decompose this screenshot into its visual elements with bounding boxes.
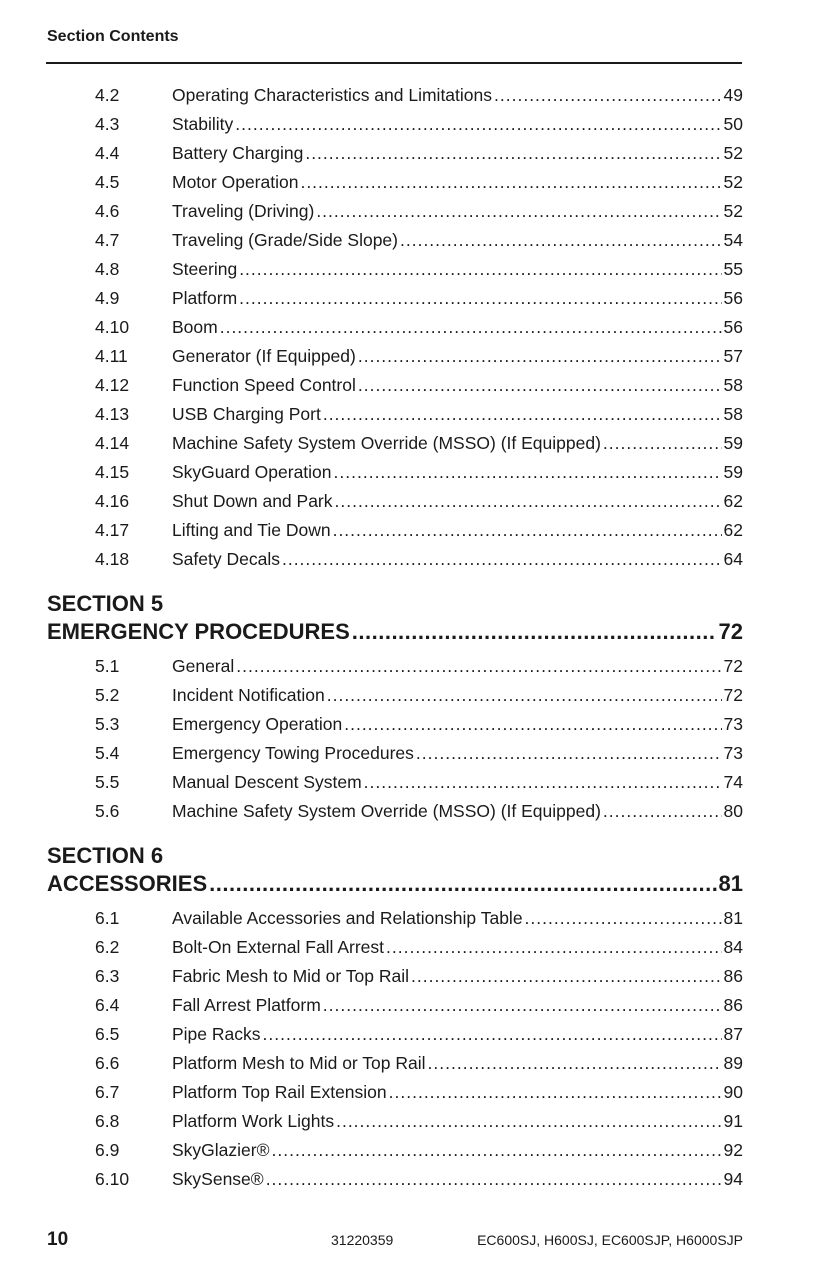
section-6-heading[interactable] <box>47 871 743 897</box>
dot-leader <box>525 908 722 929</box>
toc-entry-page: 55 <box>723 259 743 279</box>
toc-entry-title: Boom <box>172 317 218 337</box>
toc-entry-title: Steering <box>172 259 238 279</box>
toc-entry-page: 84 <box>723 937 743 957</box>
toc-entry-page: 58 <box>723 404 743 424</box>
toc-entry-title: Lifting and Tie Down <box>172 520 331 540</box>
toc-entry-title: Battery Charging <box>172 143 304 163</box>
toc-entry-page: 73 <box>723 743 743 763</box>
toc-entry-5-5[interactable] <box>95 772 743 798</box>
dot-leader <box>282 549 722 570</box>
toc-entry-4-7[interactable] <box>95 230 743 256</box>
toc-entry-5-1[interactable] <box>95 656 743 682</box>
toc-entry-page: 57 <box>723 346 743 366</box>
footer-document-number: 31220359 <box>331 1232 394 1248</box>
toc-entry-page: 52 <box>723 201 743 221</box>
toc-entry-number: 5.3 <box>95 714 120 734</box>
toc-entry-6-5[interactable] <box>95 1024 743 1050</box>
toc-entry-title: Emergency Towing Procedures <box>172 743 414 763</box>
toc-entry-6-8[interactable] <box>95 1111 743 1137</box>
dot-leader <box>335 491 722 512</box>
toc-entry-6-3[interactable] <box>95 966 743 992</box>
toc-entry-number: 5.1 <box>95 656 120 676</box>
toc-entry-4-13[interactable] <box>95 404 743 430</box>
toc-entry-number: 4.10 <box>95 317 130 337</box>
toc-entry-6-6[interactable] <box>95 1053 743 1079</box>
toc-entry-title: SkySense® <box>172 1169 264 1189</box>
toc-entry-page: 92 <box>723 1140 743 1160</box>
toc-entry-title: Stability <box>172 114 234 134</box>
dot-leader <box>316 201 721 222</box>
dot-leader <box>239 259 721 280</box>
toc-entry-number: 4.4 <box>95 143 120 163</box>
toc-entry-6-9[interactable] <box>95 1140 743 1166</box>
dot-leader <box>603 433 722 454</box>
toc-entry-title: SkyGlazier® <box>172 1140 270 1160</box>
toc-entry-number: 5.4 <box>95 743 120 763</box>
toc-entry-5-3[interactable] <box>95 714 743 740</box>
toc-entry-number: 4.9 <box>95 288 120 308</box>
dot-leader <box>400 230 722 251</box>
toc-entry-5-2[interactable] <box>95 685 743 711</box>
dot-leader <box>209 871 716 897</box>
toc-entry-6-7[interactable] <box>95 1082 743 1108</box>
section-5-page: 72 <box>718 619 743 644</box>
dot-leader <box>323 404 722 425</box>
toc-entry-number: 6.6 <box>95 1053 120 1073</box>
section-6-page: 81 <box>718 871 743 896</box>
dot-leader <box>428 1053 722 1074</box>
toc-entry-page: 62 <box>723 520 743 540</box>
toc-entry-title: Fall Arrest Platform <box>172 995 321 1015</box>
toc-entry-number: 6.3 <box>95 966 120 986</box>
toc-entry-number: 4.5 <box>95 172 120 192</box>
toc-entry-number: 4.12 <box>95 375 130 395</box>
toc-entry-page: 59 <box>723 462 743 482</box>
toc-entry-page: 73 <box>723 714 743 734</box>
footer-page-number: 10 <box>47 1229 69 1250</box>
toc-entry-number: 5.6 <box>95 801 120 821</box>
toc-entry-number: 6.10 <box>95 1169 130 1189</box>
toc-entry-6-2[interactable] <box>95 937 743 963</box>
dot-leader <box>327 685 722 706</box>
toc-entry-title: Function Speed Control <box>172 375 356 395</box>
toc-entry-4-6[interactable] <box>95 201 743 227</box>
toc-entry-title: Traveling (Grade/Side Slope) <box>172 230 398 250</box>
dot-leader <box>266 1169 722 1190</box>
toc-entry-4-15[interactable] <box>95 462 743 488</box>
toc-entry-page: 56 <box>723 288 743 308</box>
dot-leader <box>352 619 717 645</box>
dot-leader <box>300 172 721 193</box>
section-5-title: EMERGENCY PROCEDURES <box>47 619 350 644</box>
dot-leader <box>239 288 721 309</box>
toc-entry-4-16[interactable] <box>95 491 743 517</box>
dot-leader <box>305 143 721 164</box>
toc-entry-page: 64 <box>723 549 743 569</box>
dot-leader <box>364 772 722 793</box>
toc-entry-title: Shut Down and Park <box>172 491 333 511</box>
toc-entry-title: Operating Characteristics and Limitations <box>172 85 493 105</box>
toc-entry-6-10[interactable] <box>95 1169 743 1195</box>
toc-entry-title: Traveling (Driving) <box>172 201 315 221</box>
dot-leader <box>333 520 722 541</box>
toc-entry-4-17[interactable] <box>95 520 743 546</box>
toc-entry-4-12[interactable] <box>95 375 743 401</box>
toc-entry-number: 6.4 <box>95 995 120 1015</box>
toc-entry-title: USB Charging Port <box>172 404 321 424</box>
toc-entry-page: 90 <box>723 1082 743 1102</box>
dot-leader <box>358 375 722 396</box>
dot-leader <box>263 1024 722 1045</box>
toc-entry-number: 4.7 <box>95 230 120 250</box>
toc-entry-page: 50 <box>723 114 743 134</box>
toc-entry-number: 4.3 <box>95 114 120 134</box>
toc-entry-4-4[interactable] <box>95 143 743 169</box>
dot-leader <box>411 966 722 987</box>
toc-entry-number: 4.13 <box>95 404 130 424</box>
section-contents-heading: Section Contents <box>47 28 179 45</box>
section-5-heading[interactable] <box>47 619 743 645</box>
toc-entry-4-2[interactable] <box>95 85 743 111</box>
toc-entry-title: Platform Mesh to Mid or Top Rail <box>172 1053 426 1073</box>
toc-entry-4-5[interactable] <box>95 172 743 198</box>
toc-entry-page: 86 <box>723 995 743 1015</box>
toc-entry-number: 4.14 <box>95 433 130 453</box>
dot-leader <box>416 743 722 764</box>
section-6-title: ACCESSORIES <box>47 871 208 896</box>
toc-entry-page: 58 <box>723 375 743 395</box>
footer-model-list: EC600SJ, H600SJ, EC600SJP, H6000SJP <box>477 1232 743 1248</box>
toc-entry-number: 5.5 <box>95 772 120 792</box>
header-divider <box>46 62 742 64</box>
toc-entry-title: Pipe Racks <box>172 1024 261 1044</box>
toc-entry-title: Machine Safety System Override (MSSO) (If Equipped) <box>172 801 601 821</box>
toc-entry-page: 80 <box>723 801 743 821</box>
toc-entry-title: Platform Top Rail Extension <box>172 1082 387 1102</box>
dot-leader <box>494 85 722 106</box>
toc-entry-title: Manual Descent System <box>172 772 362 792</box>
dot-leader <box>334 462 722 483</box>
toc-entry-number: 4.8 <box>95 259 120 279</box>
toc-entry-4-3[interactable] <box>95 114 743 140</box>
section-6-label: SECTION 6 <box>47 843 164 868</box>
toc-entry-number: 4.15 <box>95 462 130 482</box>
dot-leader <box>323 995 722 1016</box>
toc-entry-number: 4.2 <box>95 85 120 105</box>
toc-entry-page: 54 <box>723 230 743 250</box>
toc-entry-title: Emergency Operation <box>172 714 343 734</box>
toc-entry-number: 5.2 <box>95 685 120 705</box>
toc-entry-page: 62 <box>723 491 743 511</box>
toc-entry-4-18[interactable] <box>95 549 743 575</box>
dot-leader <box>358 346 722 367</box>
toc-entry-number: 6.1 <box>95 908 120 928</box>
toc-entry-page: 87 <box>723 1024 743 1044</box>
toc-entry-number: 6.5 <box>95 1024 120 1044</box>
toc-entry-page: 52 <box>723 143 743 163</box>
toc-entry-page: 56 <box>723 317 743 337</box>
toc-entry-number: 6.8 <box>95 1111 120 1131</box>
toc-entry-title: SkyGuard Operation <box>172 462 332 482</box>
toc-entry-number: 4.17 <box>95 520 130 540</box>
toc-entry-page: 74 <box>723 772 743 792</box>
toc-entry-5-4[interactable] <box>95 743 743 769</box>
toc-entry-title: Available Accessories and Relationship Table <box>172 908 523 928</box>
toc-entry-number: 6.2 <box>95 937 120 957</box>
dot-leader <box>603 801 722 822</box>
toc-entry-title: Bolt-On External Fall Arrest <box>172 937 385 957</box>
dot-leader <box>272 1140 722 1161</box>
toc-entry-page: 91 <box>723 1111 743 1131</box>
toc-entry-title: Safety Decals <box>172 549 280 569</box>
toc-entry-number: 6.7 <box>95 1082 120 1102</box>
toc-entry-page: 59 <box>723 433 743 453</box>
toc-entry-page: 89 <box>723 1053 743 1073</box>
toc-entry-4-8[interactable] <box>95 259 743 285</box>
toc-entry-page: 81 <box>723 908 743 928</box>
toc-entry-page: 52 <box>723 172 743 192</box>
dot-leader <box>389 1082 722 1103</box>
dot-leader <box>386 937 722 958</box>
toc-entry-number: 4.11 <box>95 346 128 366</box>
toc-entry-page: 72 <box>723 685 743 705</box>
toc-entry-number: 4.6 <box>95 201 120 221</box>
toc-entry-title: Incident Notification <box>172 685 325 705</box>
toc-entry-6-4[interactable] <box>95 995 743 1021</box>
dot-leader <box>344 714 721 735</box>
toc-entry-5-6[interactable] <box>95 801 743 827</box>
dot-leader <box>236 656 721 677</box>
toc-entry-page: 94 <box>723 1169 743 1189</box>
toc-entry-4-14[interactable] <box>95 433 743 459</box>
dot-leader <box>220 317 722 338</box>
dot-leader <box>336 1111 721 1132</box>
toc-entry-number: 6.9 <box>95 1140 120 1160</box>
toc-entry-title: Fabric Mesh to Mid or Top Rail <box>172 966 409 986</box>
toc-entry-4-9[interactable] <box>95 288 743 314</box>
toc-entry-title: Machine Safety System Override (MSSO) (If Equipped) <box>172 433 601 453</box>
toc-entry-4-10[interactable] <box>95 317 743 343</box>
toc-entry-page: 86 <box>723 966 743 986</box>
toc-entry-title: Platform <box>172 288 238 308</box>
toc-entry-number: 4.18 <box>95 549 130 569</box>
toc-entry-page: 72 <box>723 656 743 676</box>
toc-entry-page: 49 <box>723 85 743 105</box>
section-5-label: SECTION 5 <box>47 591 164 616</box>
toc-entry-title: General <box>172 656 235 676</box>
toc-entry-title: Platform Work Lights <box>172 1111 335 1131</box>
toc-entry-title: Generator (If Equipped) <box>172 346 356 366</box>
toc-entry-title: Motor Operation <box>172 172 299 192</box>
toc-entry-4-11[interactable] <box>95 346 743 372</box>
toc-entry-6-1[interactable] <box>95 908 743 934</box>
dot-leader <box>235 114 721 135</box>
toc-entry-number: 4.16 <box>95 491 130 511</box>
